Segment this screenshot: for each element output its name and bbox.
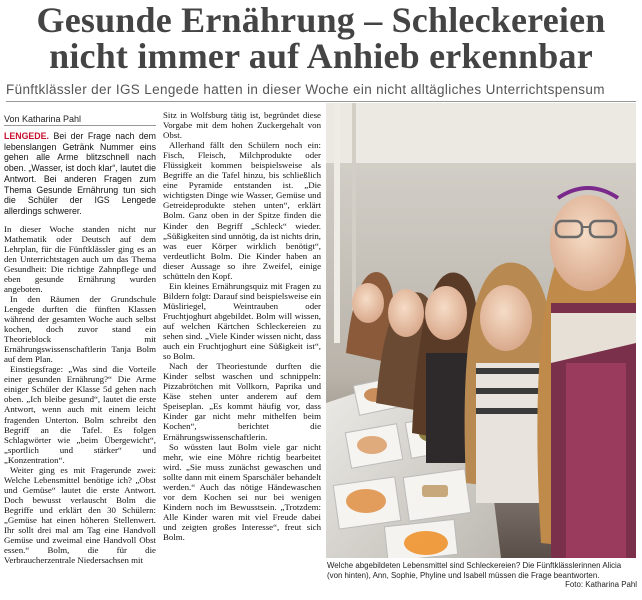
body-paragraph: In dieser Woche standen nicht nur Mathematik oder Deutsch auf dem Lehrplan, für die Fünftklässler ging es an den Unterrichtstagen auch um das Thema Gesundheit: Die richtige Zahnpflege und eben gesunde Ernährung wurden angeboten. [4,223,156,294]
body-paragraph: Einstiegsfrage: „Was sind die Vorteile einer gesunden Ernährung?“ Die Arme einiger Schüler der Klasse 5d gehen nach oben. „Ich bleibe gesund“, lautet die erste Antwort, wenn auch mit einem leicht fragenden Unterton. Bolm schreibt den Begriff an die Tafel. Es folgen Schlagwörter wie „beim Übergewicht“, „sportlich und stärker“ und „Konzentration“. [4,364,156,465]
lead-text: Bei der Frage nach dem lebenslangen Getränk Nummer eins gehen alle Arme blitzschnell nach oben. „Wasser, ist doch klar“, lautet die Antwort. Bei anderen Fragen zum Thema Gesunde Ernährung tun sich die Schüler der IGS Lengede allerdings schwerer. [4,131,156,216]
body-paragraph: Allerhand fällt den Schülern noch ein: Fisch, Fleisch, Milchprodukte oder Flüssigkeit kommen beispielsweise als Begriffe an die Tafel hinzu, bis schließlich eine Pyramide entstanden ist. „Die wichtigsten Dinge wie Wasser, Gemüse und Getreideprodukte stehen unten“, erklärt Bolm. Ganz oben in der Spitze finden die Kinder den Begriff „Schleck“ wieder. „Süßigkeiten sind unnötig, da ist nichts drin, was euer Körper wirklich benötigt“, verdeutlicht Bolm. Die Kinder haben an dieser Aussage so ihre Zweifel, einige schütteln den Kopf. [163,140,321,281]
lead-paragraph [4,131,156,217]
body-paragraph: Ein kleines Ernährungsquiz mit Fragen zu Bildern folgt: Darauf sind beispielsweise ein Müsliriegel, Weintrauben oder Fruchtjoghurt abgebildet. Bolm will wissen, auf welchen Kärtchen Schleckereien zu sehen sind. „Viele Kinder wissen nicht, dass auch ein Fruchtjoghurt eine Süßigkeit ist“, so Bolm. [163,280,321,362]
subtitle: Fünftklässler der IGS Lengede hatten in dieser Woche ein nicht alltägliches Unterrichtspensum [6,82,605,97]
photo-illustration [326,103,636,558]
photo-caption [327,561,637,590]
article-photo [326,103,636,558]
photo-credit: Foto: Katharina Pahl [565,580,637,590]
divider [6,101,636,102]
caption-text: Welche abgebildeten Lebensmittel sind Schleckereien? Die Fünftklässlerinnen Alicia (von hinten), Ann, Sophie, Phyline und Isabell müssen die Frage beantworten. [327,561,622,580]
article-column-2 [163,110,321,542]
article-column-1 [4,131,156,565]
body-paragraph: In den Räumen der Grundschule Lengede durften die fünften Klassen während der gesamten Woche auch selbst kochen, doch zuvor stand ein Theorieblock mit Ernährungswissenschaftlerin Tanja Bolm auf dem Plan. [4,293,156,365]
body-paragraph: Sitz in Wolfsburg tätig ist, begründet diese Vorgabe mit dem hohen Zuckergehalt von Obst. [163,110,321,141]
headline-line-1: Gesunde Ernährung – Schleckereien [36,0,606,40]
body-paragraph: Weiter ging es mit Fragerunde zwei: Welche Lebensmittel benötige ich? „Obst und Gemüse“ lautet die erste Antwort. Doch bewusst verlauscht Bolm die Begriffe und erklärt den 30 Schülern: „Gemüse hat einen höheren Stellenwert. Ihr sollt drei mal am Tag eine Handvoll Gemüse und zweimal eine Handvoll Obst essen.“ Bolm, die für die Verbraucherzentrale Niedersachsen mit [4,464,156,566]
body-paragraph: Nach der Theoriestunde durften die Kinder selbst waschen und schnippeln: Pizzabrötchen mit Vollkorn, Paprika und Käse stehen unter anderem auf dem Speiseplan. „Es kommt häufig vor, dass Kinder gar nicht mehr mithelfen beim Kochen“, berichtet die Ernährungswissenschaftlerin. [163,361,321,442]
headline-line-2: nicht immer auf Anhieb erkennbar [49,36,593,76]
headline [6,2,636,74]
body-paragraph: So wüssten laut Bolm viele gar nicht mehr, wie eine Möhre richtig bearbeitet wird. „Sie muss zunächst gewaschen und sollte dann mit einem Sparschäler behandelt werden.“ Auch das nötige Händewaschen vor dem Kochen sei nur bei wenigen Kindern noch im Bewusstsein. „Trotzdem: Alle Kinder waren mit viel Freude dabei und zeigten großes Interesse“, freut sich Bolm. [163,441,321,542]
lead-kicker: LENGEDE. [4,131,49,141]
byline: Von Katharina Pahl [4,114,156,126]
